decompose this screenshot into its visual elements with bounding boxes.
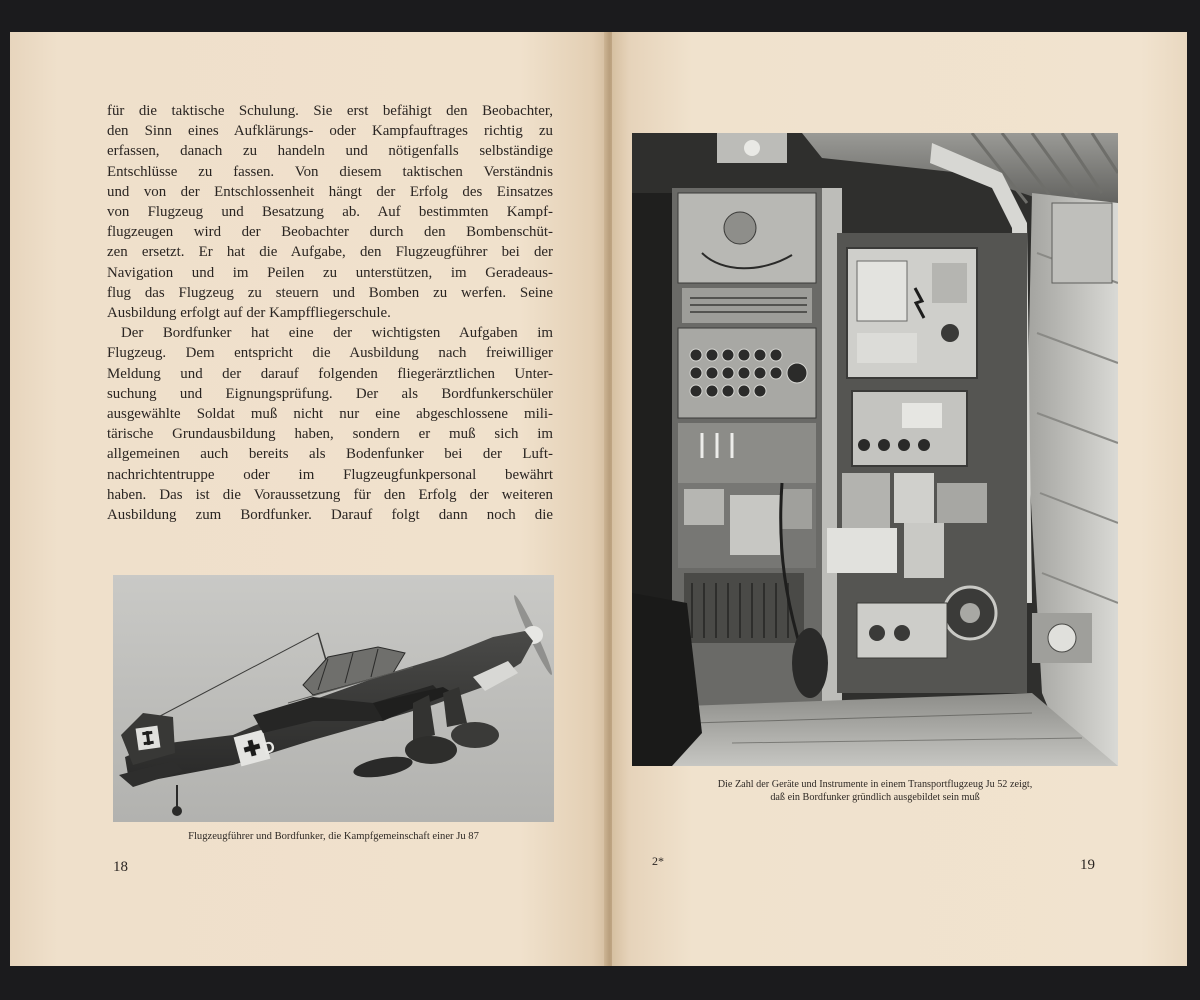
text-line: für die taktische Schulung. Sie erst befähigt den Beobachter, [107, 103, 553, 119]
text-line: Flugzeug. Dem entspricht die Ausbildung nach freiwilliger [107, 345, 553, 362]
text-line: ausgewählte Soldat muß nicht nur eine abgeschlossene mili- [107, 406, 553, 423]
text-line: Ausbildung zum Bordfunker. Darauf folgt dann noch die [107, 507, 553, 524]
text-line: flug das Flugzeug zu steuern und Bomben zu werfen. Seine [107, 284, 553, 301]
text-line: zen ersetzt. Er hat die Aufgabe, den Flugzeugführer bei der [107, 244, 553, 261]
radio-equipment-photo-caption [632, 778, 1118, 804]
text-line: Meldung und der darauf folgenden fliegerärztlichen Unter- [107, 365, 553, 382]
caption-line: daß ein Bordfunker gründlich ausgebildet sein muß [770, 792, 980, 803]
text-line: Entschlüsse zu fassen. Von diesem taktischen Verständnis [107, 163, 553, 180]
text-line: Navigation und im Peilen zu unterstützen, im Geradeaus- [107, 264, 553, 281]
text-line: allgemeinen auch bereits als Bodenfunker bei der Luft- [107, 446, 553, 463]
radio-equipment-photo [632, 133, 1118, 766]
text-line: erfassen, danach zu handeln und nötigenfalls selbständige [107, 143, 553, 160]
text-line: und von der Entschlossenheit hängt der Erfolg des Einsatzes [107, 183, 553, 200]
text-line: suchung und Eignungsprüfung. Der als Bordfunkerschüler [107, 385, 553, 402]
text-line: den Sinn eines Aufklärungs- oder Kampfauftrages richtig zu [107, 123, 553, 140]
text-line: nachrichtentruppe oder im Flugzeugfunkpersonal bewährt [107, 466, 553, 483]
body-text [107, 101, 553, 525]
text-line: Der Bordfunker hat eine der wichtigsten Aufgaben im [121, 325, 553, 342]
text-line: haben. Das ist die Voraussetzung für den Erfolg der weiteren [107, 486, 553, 503]
page-number-left: 18 [113, 859, 128, 875]
signature-mark: 2* [652, 854, 664, 868]
text-line: tärische Grundausbildung haben, sondern er muß sich im [107, 426, 553, 443]
svg-text:D: D [261, 738, 277, 758]
text-line: flugzeugen wird der Beobachter durch den Bombenschüt- [107, 224, 553, 241]
aircraft-photo-caption: Flugzeugführer und Bordfunker, die Kampfgemeinschaft einer Ju 87 [188, 831, 479, 842]
caption-line: Die Zahl der Geräte und Instrumente in einem Transportflugzeug Ju 52 zeigt, [717, 779, 1033, 790]
page-number-right: 19 [1080, 857, 1095, 873]
text-line: von Flugzeug und Besatzung ab. Auf bestimmten Kampf- [107, 204, 553, 221]
text-line: Ausbildung erfolgt auf der Kampffliegerschule. [107, 305, 391, 322]
aircraft-photo [113, 575, 554, 822]
